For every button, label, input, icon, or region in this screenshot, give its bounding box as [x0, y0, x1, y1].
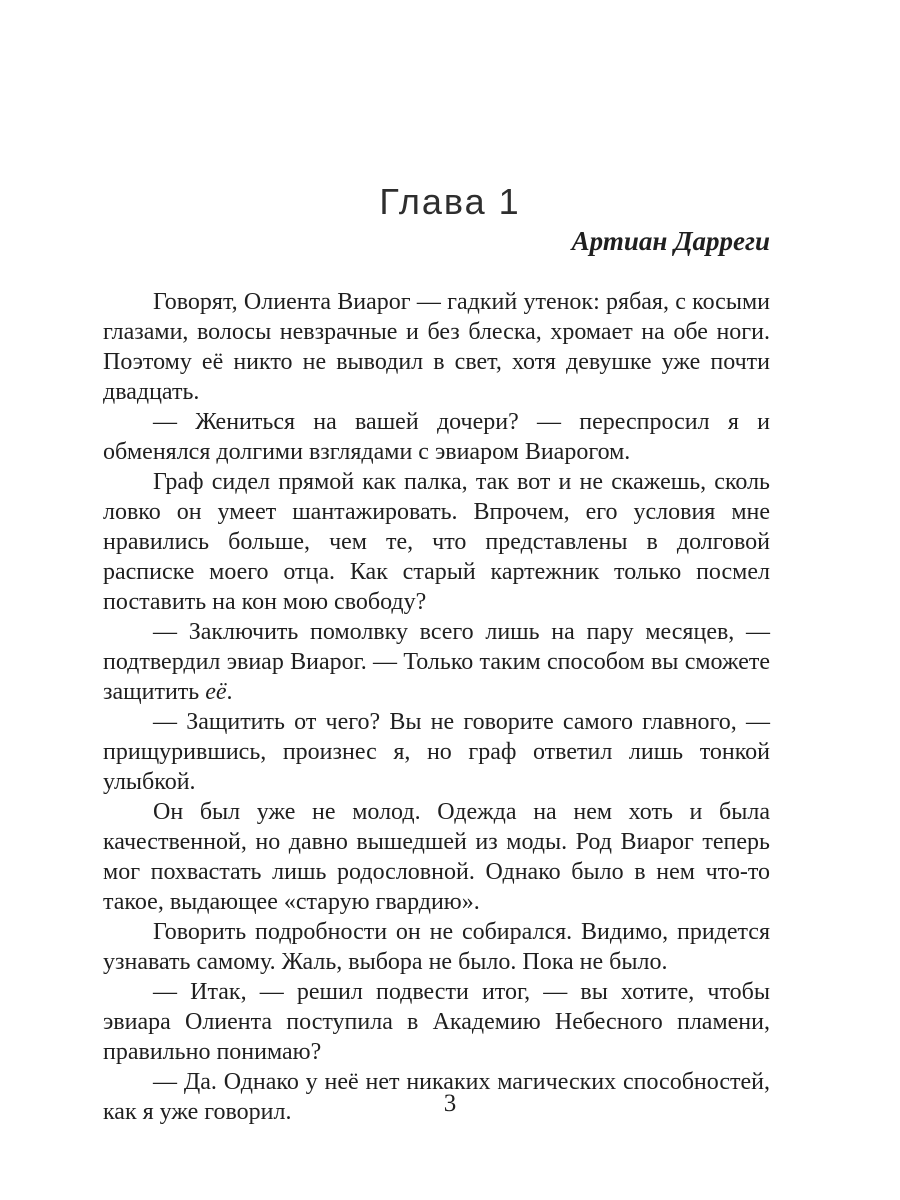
chapter-title: Глава 1	[379, 181, 521, 222]
text-segment: — Заключить помолвку всего лишь на пару месяцев, — подтвердил эвиар Виарог. — Только таким способом вы сможете защитить	[103, 619, 770, 705]
text-segment: — Жениться на вашей дочери? — переспросил я и обменялся долгими взглядами с эвиаром Виарогом.	[103, 409, 770, 465]
page-number: 3	[443, 1090, 457, 1117]
author-byline: Артиан Дарреги	[571, 226, 770, 256]
text-segment: Говорить подробности он не собирался. Видимо, придется узнавать самому. Жаль, выбора не было. Пока не было.	[103, 919, 770, 975]
paragraph	[103, 407, 770, 467]
text-segment: — Итак, — решил подвести итог, — вы хотите, чтобы эвиара Олиента поступила в Академию Небесного пламени, правильно понимаю?	[103, 979, 770, 1065]
paragraph	[103, 707, 770, 797]
paragraph	[103, 617, 770, 707]
paragraph	[103, 467, 770, 617]
paragraph	[103, 917, 770, 977]
text-segment: — Защитить от чего? Вы не говорите самого главного, — прищурившись, произнес я, но граф ответил лишь тонкой улыбкой.	[103, 709, 770, 795]
paragraph	[103, 287, 770, 407]
text-segment: Говорят, Олиента Виарог — гадкий утенок: рябая, с косыми глазами, волосы невзрачные и без блеска, хромает на обе ноги. Поэтому её никто не выводил в свет, хотя девушке уже почти двадцать.	[103, 289, 770, 405]
body-text	[103, 287, 770, 1127]
text-segment: Граф сидел прямой как палка, так вот и не скажешь, сколь ловко он умеет шантажировать. Впрочем, его условия мне нравились больше, чем те, что представлены в долговой расписке моего отца. Как старый картежник только посмел поставить на кон мою свободу?	[103, 469, 770, 615]
text-segment: — Да. Однако у неё нет никаких магических способностей, как я уже говорил.	[103, 1069, 770, 1125]
paragraph	[103, 797, 770, 917]
text-segment: Он был уже не молод. Одежда на нем хоть и была качественной, но давно вышедшей из моды. Род Виарог теперь мог похвастать лишь родословной. Однако было в нем что-то такое, выдающее «старую гвардию».	[103, 799, 770, 915]
italic-text: её	[205, 679, 227, 705]
paragraph	[103, 977, 770, 1067]
text-segment: .	[226, 679, 233, 705]
